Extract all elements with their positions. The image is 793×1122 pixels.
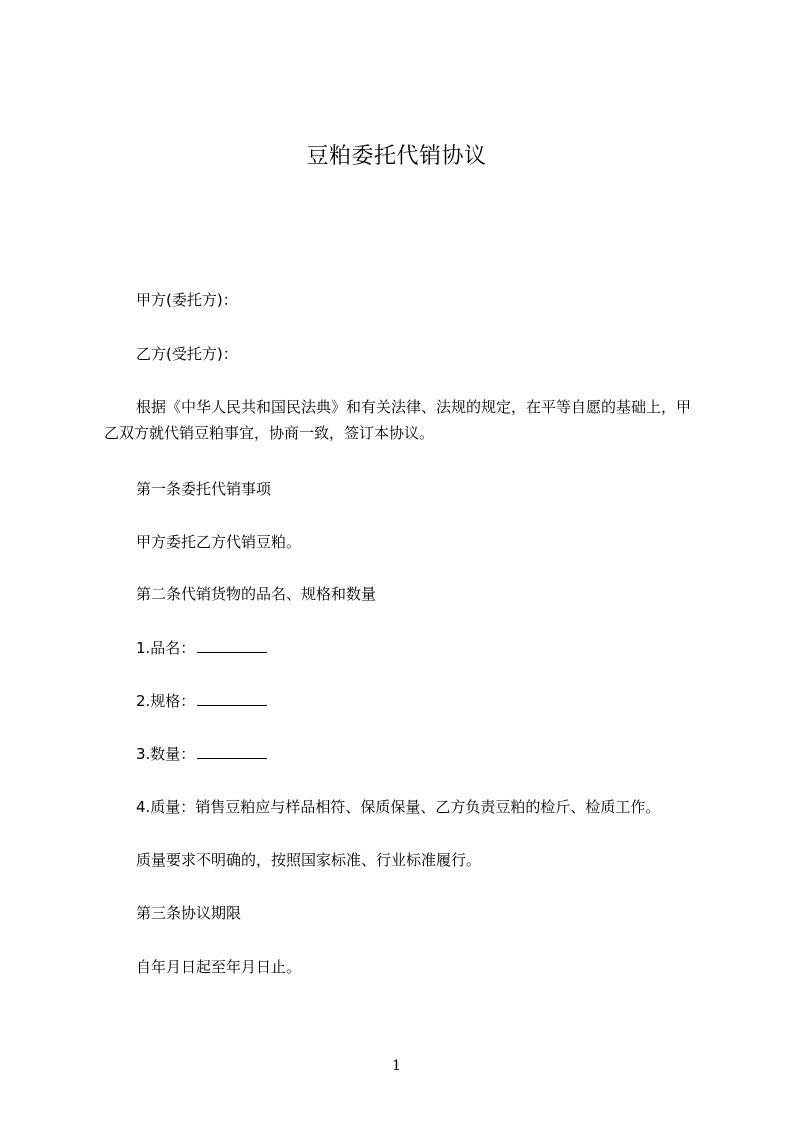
item-quality-line: 4.质量：销售豆粕应与样品相符、保质保量、乙方负责豆粕的检斤、检质工作。 [136,798,661,816]
page-number: 1 [392,1058,401,1074]
preamble-paragraph [104,394,696,446]
page-title: 豆粕委托代销协议 [306,144,487,169]
article3-text: 自年月日起至年月日止。 [136,958,302,976]
item-quantity-line [136,744,696,764]
article1-heading: 第一条委托代销事项 [136,480,272,498]
item-quantity-blank [197,744,267,759]
article1-text: 甲方委托乙方代销豆粕。 [136,533,302,551]
article2-heading: 第二条代销货物的品名、规格和数量 [136,585,377,603]
article3-heading: 第三条协议期限 [136,904,242,922]
item-name-line [136,638,696,658]
preamble-text: 根据《中华人民共和国民法典》和有关法律、法规的规定，在平等自愿的基础上，甲乙双方就代销豆粕事宜，协商一致，签订本协议。 [104,398,692,442]
quality-note: 质量要求不明确的，按照国家标准、行业标准履行。 [136,851,482,869]
party-a-line: 甲方(委托方)： [136,291,238,309]
item-spec-label: 2.规格： [136,692,196,710]
item-name-label: 1.品名： [136,639,196,657]
item-name-blank [197,638,267,653]
item-spec-line [136,691,696,711]
item-quantity-label: 3.数量： [136,745,196,763]
party-b-line: 乙方(受托方)： [136,345,238,363]
item-spec-blank [197,691,267,706]
